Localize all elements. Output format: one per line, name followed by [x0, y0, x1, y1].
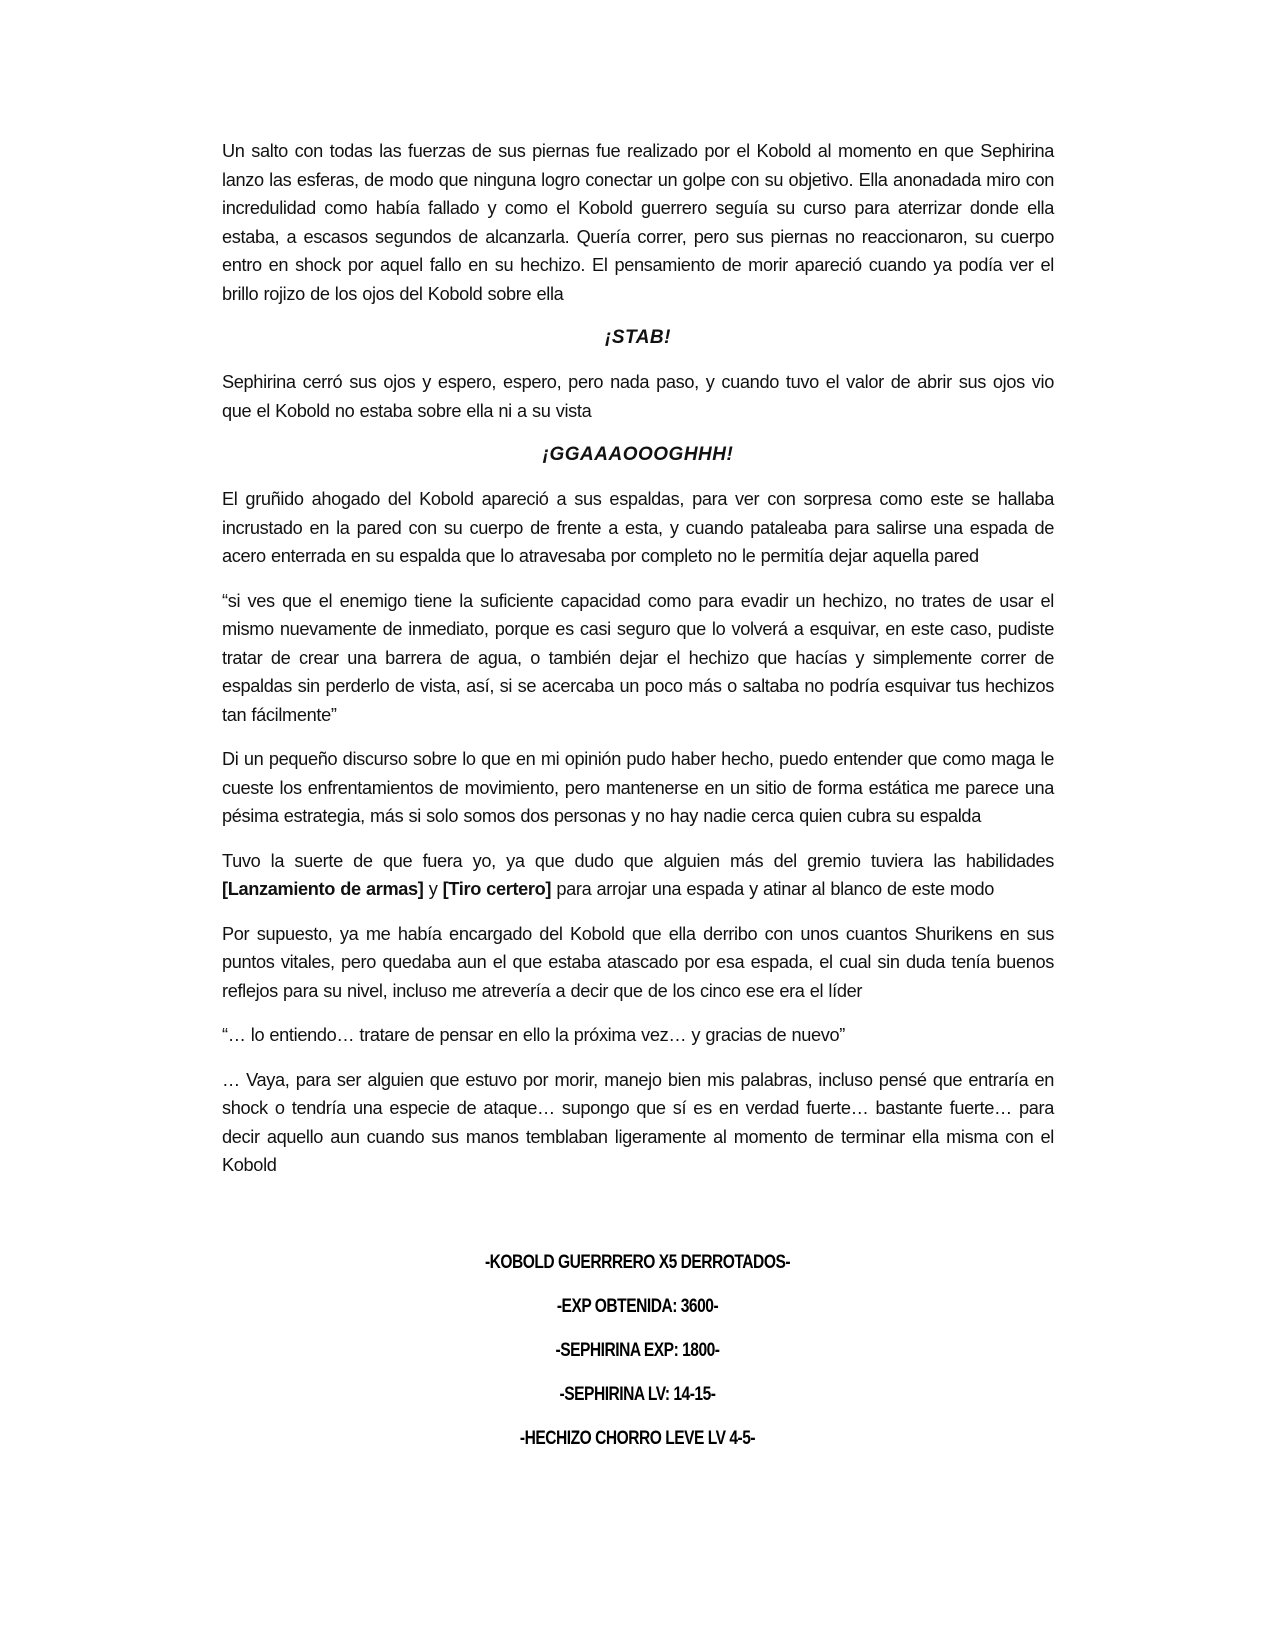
paragraph-advice-quote: “si ves que el enemigo tiene la suficiente capacidad como para evadir un hechizo, no trates de usar el mismo nuevamente de inmediato, porque es casi seguro que lo volverá a esquivar, en este caso, pudiste tratar de crear una barrera de agua, o también dejar el hechizo que hacías y simplemente correr de espaldas sin perderlo de vista, así, si se acercaba un poco más o saltaba no podría esquivar tus hechizos tan fácilmente” — [222, 590, 1054, 725]
stat-sephirina-level: -SEPHIRINA LV: 14-15- — [559, 1384, 716, 1405]
skills-text-before: Tuvo la suerte de que fuera yo, ya que dudo que alguien más del gremio tuviera las habilidades — [222, 850, 1054, 871]
paragraph-kobold-wall: El gruñido ahogado del Kobold apareció a sus espaldas, para ver con sorpresa como este se hallaba incrustado en la pared con su cuerpo de frente a esta, y cuando pataleaba para salirse una espada de acero enterrada en su espalda que lo atravesaba por completo no le permitía dejar aquella pared — [222, 489, 1054, 566]
paragraph-thanks-quote: “… lo entiendo… tratare de pensar en ello la próxima vez… y gracias de nuevo” — [222, 1025, 846, 1045]
paragraph-speech: Di un pequeño discurso sobre lo que en mi opinión pudo haber hecho, puedo entender que como maga le cueste los enfrentamientos de movimiento, pero mantenerse en un sitio de forma estática me parece una pésima estrategia, más si solo somos dos personas y no hay nadie cerca quien cubra su espalda — [222, 749, 1054, 826]
skill-weapon-throw: [Lanzamiento de armas] — [222, 879, 424, 899]
stat-sephirina-exp: -SEPHIRINA EXP: 1800- — [555, 1340, 720, 1361]
sound-effect-growl: ¡GGAAAOOOGHHH! — [542, 444, 734, 465]
paragraph-shurikens: Por supuesto, ya me había encargado del Kobold que ella derribo con unos cuantos Shurikens en sus puntos vitales, pero quedaba aun el que estaba atascado por esa espada, el cual sin duda tenía buenos reflejos para su nivel, incluso me atrevería a decir que de los cinco ese era el líder — [222, 923, 1054, 1001]
paragraph-eyes-closed: Sephirina cerró sus ojos y espero, espero, pero nada paso, y cuando tuvo el valor de abrir sus ojos vio que el Kobold no estaba sobre ella ni a su vista — [222, 372, 1054, 421]
battle-results — [0, 1248, 1275, 1468]
paragraph-skills — [222, 847, 1054, 904]
skills-text-after: para arrojar una espada y atinar al blanco de este modo — [551, 879, 995, 899]
paragraph-reflection: … Vaya, para ser alguien que estuvo por morir, manejo bien mis palabras, incluso pensé que entraría en shock o tendría una especie de ataque… supongo que sí es en verdad fuerte… bastante fuerte… para decir aquello aun cuando sus manos temblaban ligeramente al momento de terminar ella misma con el Kobold — [222, 1069, 1054, 1175]
paragraph-jump: Un salto con todas las fuerzas de sus piernas fue realizado por el Kobold al momento en que Sephirina lanzo las esferas, de modo que ninguna logro conectar un golpe con su objetivo. Ella anonadada miro con incredulidad como había fallado y como el Kobold guerrero seguía su curso para aterrizar donde ella estaba, a escasos segundos de alcanzarla. Quería correr, pero sus piernas no reaccionaron, su cuerpo entro en shock por aquel fallo en su hechizo. El pensamiento de morir apareció cuando ya podía ver el brillo rojizo de los ojos del Kobold sobre ella — [222, 141, 1054, 304]
stat-kobolds-defeated: -KOBOLD GUERRRERO X5 DERROTADOS- — [484, 1252, 791, 1273]
stat-spell-level: -HECHIZO CHORRO LEVE LV 4-5- — [519, 1428, 756, 1449]
stat-exp-obtained: -EXP OBTENIDA: 3600- — [556, 1296, 719, 1317]
document-body — [222, 137, 1054, 1196]
skills-text-middle: y — [423, 879, 443, 899]
skill-precise-shot: [Tiro certero] — [442, 879, 552, 899]
sound-effect-stab: ¡STAB! — [605, 327, 671, 348]
